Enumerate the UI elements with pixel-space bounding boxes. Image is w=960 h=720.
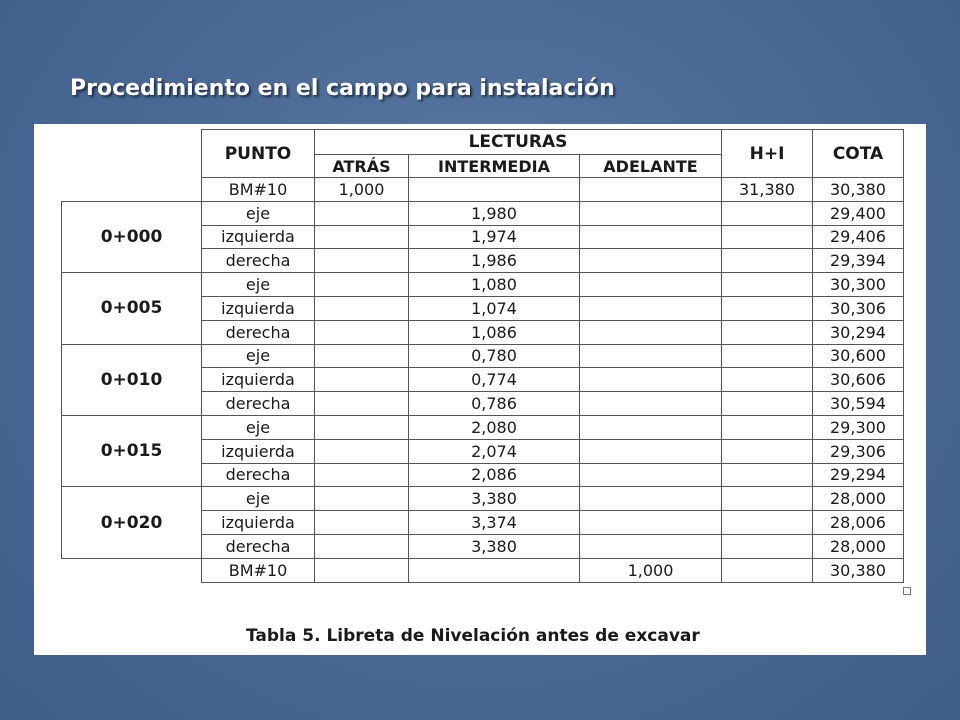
cell-cota: 29,294 — [813, 463, 904, 487]
cell-punto: eje — [202, 487, 315, 511]
station-label: 0+010 — [62, 344, 202, 415]
cell-hi — [722, 201, 813, 225]
cell-cota: 30,594 — [813, 392, 904, 416]
cell-atras — [315, 273, 409, 297]
cell-cota: 30,606 — [813, 368, 904, 392]
resize-handle[interactable] — [903, 587, 911, 595]
cell-punto: derecha — [202, 392, 315, 416]
cell-punto: izquierda — [202, 225, 315, 249]
table-row — [62, 415, 904, 439]
cell-punto: izquierda — [202, 368, 315, 392]
cell-atras — [315, 320, 409, 344]
cell-hi — [722, 249, 813, 273]
cell-punto: izquierda — [202, 439, 315, 463]
cell-intermedia: 3,374 — [409, 511, 580, 535]
cell-atras — [315, 439, 409, 463]
cell-punto: eje — [202, 273, 315, 297]
cell-intermedia: 1,980 — [409, 201, 580, 225]
cell-hi — [722, 296, 813, 320]
cell-atras — [315, 415, 409, 439]
table-row-bm-start — [62, 178, 904, 202]
cell-intermedia: 2,086 — [409, 463, 580, 487]
cell-atras — [315, 296, 409, 320]
cell-atras — [315, 534, 409, 558]
table-row — [62, 201, 904, 225]
header-adelante: ADELANTE — [580, 155, 722, 178]
station-label: 0+015 — [62, 415, 202, 486]
cell-intermedia: 1,086 — [409, 320, 580, 344]
table-row-bm-end — [62, 558, 904, 582]
cell-punto: derecha — [202, 320, 315, 344]
cell-intermedia: 1,074 — [409, 296, 580, 320]
cell-punto: eje — [202, 344, 315, 368]
station-label: 0+000 — [62, 201, 202, 272]
cell-intermedia: 1,986 — [409, 249, 580, 273]
station-label: 0+005 — [62, 273, 202, 344]
cell-hi — [722, 534, 813, 558]
cell-cota: 30,380 — [813, 558, 904, 582]
header-intermedia: INTERMEDIA — [409, 155, 580, 178]
cell-hi — [722, 392, 813, 416]
cell-intermedia — [409, 558, 580, 582]
cell-intermedia: 1,974 — [409, 225, 580, 249]
cell-cota: 30,300 — [813, 273, 904, 297]
cell-hi — [722, 463, 813, 487]
cell-atras — [315, 249, 409, 273]
cell-intermedia: 1,080 — [409, 273, 580, 297]
station-label: 0+020 — [62, 487, 202, 558]
cell-hi — [722, 320, 813, 344]
cell-adelante — [580, 463, 722, 487]
cell-cota: 30,600 — [813, 344, 904, 368]
cell-atras — [315, 487, 409, 511]
cell-cota: 29,300 — [813, 415, 904, 439]
cell-cota: 29,400 — [813, 201, 904, 225]
cell-adelante — [580, 273, 722, 297]
cell-hi — [722, 368, 813, 392]
cell-intermedia: 3,380 — [409, 487, 580, 511]
cell-cota: 29,394 — [813, 249, 904, 273]
cell-adelante — [580, 249, 722, 273]
cell-adelante — [580, 201, 722, 225]
cell-intermedia: 0,786 — [409, 392, 580, 416]
cell-hi — [722, 344, 813, 368]
table-row — [62, 344, 904, 368]
cell-atras: 1,000 — [315, 178, 409, 202]
cell-cota: 28,000 — [813, 487, 904, 511]
cell-atras — [315, 225, 409, 249]
cell-adelante — [580, 344, 722, 368]
cell-hi — [722, 439, 813, 463]
cell-cota: 29,406 — [813, 225, 904, 249]
cell-cota: 29,306 — [813, 439, 904, 463]
cell-adelante — [580, 439, 722, 463]
cell-adelante — [580, 368, 722, 392]
cell-adelante — [580, 487, 722, 511]
cell-punto: derecha — [202, 463, 315, 487]
cell-punto: izquierda — [202, 511, 315, 535]
cell-cota: 30,306 — [813, 296, 904, 320]
table-image-panel — [34, 124, 926, 655]
cell-atras — [315, 558, 409, 582]
header-punto: PUNTO — [202, 130, 315, 178]
cell-hi — [722, 225, 813, 249]
cell-adelante — [580, 415, 722, 439]
cell-hi — [722, 487, 813, 511]
cell-adelante — [580, 511, 722, 535]
header-lecturas: LECTURAS — [315, 130, 722, 155]
cell-intermedia — [409, 178, 580, 202]
cell-punto: izquierda — [202, 296, 315, 320]
slide-title: Procedimiento en el campo para instalación — [70, 76, 615, 101]
header-atras: ATRÁS — [315, 155, 409, 178]
cell-punto: BM#10 — [202, 558, 315, 582]
empty-corner — [62, 130, 202, 155]
cell-intermedia: 0,774 — [409, 368, 580, 392]
table-row — [62, 273, 904, 297]
cell-hi — [722, 511, 813, 535]
header-hi: H+I — [722, 130, 813, 178]
cell-intermedia: 2,080 — [409, 415, 580, 439]
cell-adelante — [580, 392, 722, 416]
empty-corner — [62, 155, 202, 178]
cell-adelante: 1,000 — [580, 558, 722, 582]
cell-punto: eje — [202, 201, 315, 225]
cell-atras — [315, 368, 409, 392]
cell-hi — [722, 273, 813, 297]
leveling-table — [61, 129, 904, 583]
cell-intermedia: 3,380 — [409, 534, 580, 558]
cell-cota: 30,380 — [813, 178, 904, 202]
cell-cota: 28,006 — [813, 511, 904, 535]
cell-adelante — [580, 534, 722, 558]
cell-atras — [315, 201, 409, 225]
cell-hi: 31,380 — [722, 178, 813, 202]
cell-atras — [315, 511, 409, 535]
cell-atras — [315, 392, 409, 416]
cell-intermedia: 0,780 — [409, 344, 580, 368]
cell-cota: 28,000 — [813, 534, 904, 558]
cell-punto: BM#10 — [202, 178, 315, 202]
table-caption: Tabla 5. Libreta de Nivelación antes de excavar — [246, 626, 700, 646]
cell-atras — [315, 463, 409, 487]
cell-hi — [722, 415, 813, 439]
table-row — [62, 487, 904, 511]
cell-cota: 30,294 — [813, 320, 904, 344]
cell-adelante — [580, 296, 722, 320]
cell-atras — [315, 344, 409, 368]
cell-adelante — [580, 178, 722, 202]
header-cota: COTA — [813, 130, 904, 178]
cell-hi — [722, 558, 813, 582]
cell-intermedia: 2,074 — [409, 439, 580, 463]
cell-adelante — [580, 320, 722, 344]
cell-punto: derecha — [202, 534, 315, 558]
cell-adelante — [580, 225, 722, 249]
cell-punto: derecha — [202, 249, 315, 273]
cell-punto: eje — [202, 415, 315, 439]
